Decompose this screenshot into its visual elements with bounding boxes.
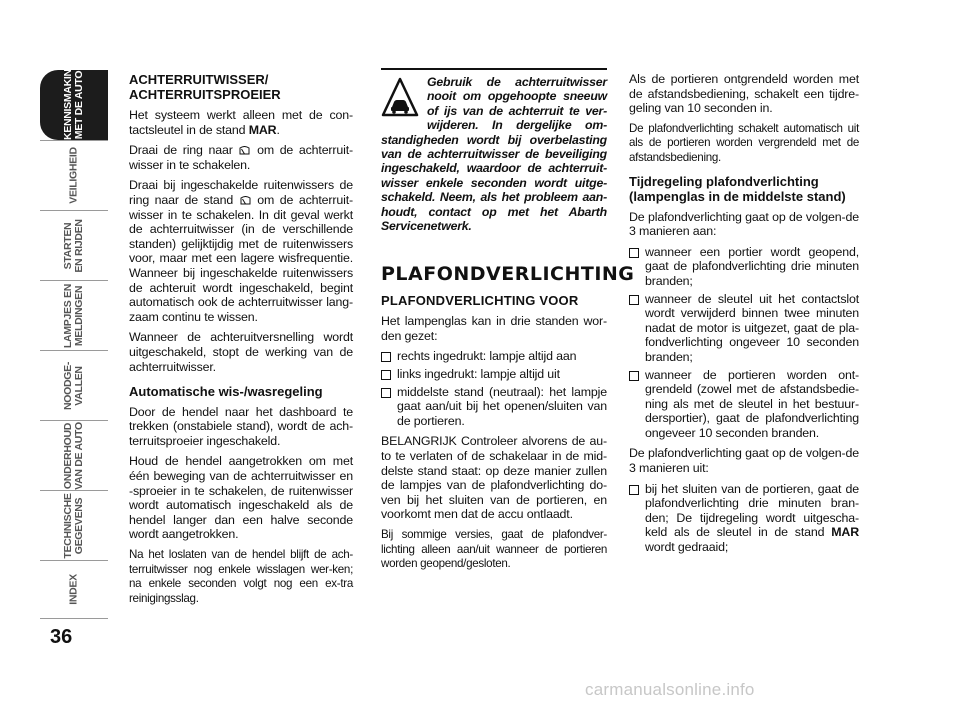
page-number: 36 (50, 626, 73, 648)
paragraph: Door de hendel naar het dashboard te trekken (onstabiele stand), wordt de ach-terruitsproeier ingeschakeld. (129, 404, 353, 448)
tab-veiligheid[interactable] (40, 140, 108, 210)
car-on-road-warning-icon (381, 77, 419, 119)
checkbox-bullet (381, 352, 391, 362)
tab-label: NOODGE- VALLEN (62, 361, 85, 410)
checkbox-bullet (629, 485, 639, 495)
switch-on-list (629, 245, 859, 441)
tab-label: VEILIGHEID (67, 147, 80, 204)
rear-wiper-icon (239, 146, 250, 155)
list-item: links ingedrukt: lampje altijd uit (381, 367, 607, 382)
checkbox-bullet (629, 371, 639, 381)
paragraph: Als de portieren ontgrendeld worden met de afstandsbediening, schakelt een tijdre-geling van 10 seconden in. (629, 72, 859, 116)
subheading-front-light: PLAFONDVERLICHTING VOOR (381, 292, 579, 308)
warning-box (381, 68, 607, 233)
list-item: bij het sluiten van de portieren, gaat de plafondverlichting drie minuten bran-den; De tijdregeling wordt uitgescha-keld als de sleutel in de stand MAR wordt gedraaid; (629, 482, 859, 555)
tab-starten[interactable] (40, 210, 108, 280)
paragraph: Na het loslaten van de hendel blijft de ach-terruitwisser nog enkele wisslagen wer-ken; na enkele seconden volgt nog een ex-tra reinigingsslag. (129, 547, 353, 605)
paragraph: Wanneer de achteruitversnelling wordt uitgeschakeld, stopt de werking van de achterruitwisser. (129, 330, 353, 374)
tab-label: LAMPJES EN MELDINGEN (62, 283, 85, 348)
tab-label: INDEX (67, 574, 80, 605)
paragraph: De plafondverlichting gaat op de volgen-de 3 manieren aan: (629, 209, 859, 239)
paragraph: Draai bij ingeschakelde ruitenwissers de ring naar de stand om de achterruit-wisser in te schakelen. In dit geval werkt de achterruitwisser (in de verschillende standen) gelijktijdig met de ruitenwissers voor, maar met een lagere wisfrequentie. Wanneer bij ingeschakelde ruitenwissers de achteruit wordt ingeschakeld, begint automatisch ook de achterruitwisser lang-zaam continu te wissen. (129, 178, 353, 324)
chapter-sidebar (40, 61, 108, 618)
paragraph-important: BELANGRIJK Controleer alvorens de au-to te verlaten of de schakelaar in de mid-delste stand staat: op deze manier zullen de lampjes van de plafondverlichting do-ven bij het sluiten van de portieren, en voorkomt men dat de accu ontlaadt. (381, 434, 607, 522)
column-rear-wiper (129, 72, 353, 612)
tab-kennismaking[interactable] (40, 61, 108, 140)
position-list (381, 349, 607, 428)
tab-label: STARTEN EN RIJDEN (62, 218, 85, 273)
section-heading-interior-light: PLAFONDVERLICHTING (381, 263, 635, 285)
list-item: rechts ingedrukt: lampje altijd aan (381, 349, 607, 364)
page-number-rule (40, 618, 108, 619)
subheading-auto-wash: Automatische wis-/wasregeling (129, 384, 323, 400)
tab-label: KENNISMAKING MET DE AUTO (62, 61, 85, 140)
paragraph: Het lampenglas kan in drie standen wor-den gezet: (381, 314, 607, 343)
watermark: carmanualsonline.info (585, 680, 755, 699)
tab-lampjes[interactable] (40, 280, 108, 350)
checkbox-bullet (629, 248, 639, 258)
warning-text: Gebruik de achterruitwisser nooit om opgehoopte sneeuw of ijs van de achterruit te ver-wijderen. In dergelijke om-standigheden wordt bij overbelasting van de achterruitwisser de beveiliging ingeschakeld, waardoor de achterruit-wisser enkele seconden wordt uitge-schakeld. Neem, als het probleem aan-houdt, contact op met het Abarth Servicenetwerk. (381, 75, 607, 234)
paragraph: Bij sommige versies, gaat de plafondver-lichting alleen aan/uit wanneer de portieren worden geopend/gesloten. (381, 527, 607, 571)
column-timer (629, 72, 859, 561)
paragraph: De plafondverlichting schakelt automatisch uit als de portieren worden vergrendeld met de afstandsbediening. (629, 121, 859, 164)
checkbox-bullet (381, 388, 391, 398)
paragraph: De plafondverlichting gaat op de volgen-de 3 manieren uit: (629, 446, 859, 476)
checkbox-bullet (629, 295, 639, 305)
rear-wiper-washer-icon (240, 196, 251, 205)
section-heading-rear-wiper: ACHTERRUITWISSER/ ACHTERRUITSPROEIER (129, 72, 281, 102)
list-item: wanneer een portier wordt geopend, gaat de plafondverlichting drie minuten branden; (629, 245, 859, 289)
tab-index[interactable] (40, 560, 108, 618)
tab-noodgevallen[interactable] (40, 350, 108, 420)
tab-onderhoud[interactable] (40, 420, 108, 490)
list-item: wanneer de portieren worden ont-grendeld (zowel met de afstandsbedie-ning als met de sleutel in het bestuur-dersportier), gaat de plafondverlichting ongeveer 10 seconden branden. (629, 368, 859, 441)
tab-label: TECHNISCHE GEGEVENS (62, 492, 85, 559)
tab-technische[interactable] (40, 490, 108, 560)
subheading-timer: Tijdregeling plafondverlichting (lampenglas in de middelste stand) (629, 173, 846, 205)
checkbox-bullet (381, 370, 391, 380)
column-interior-light (381, 245, 635, 578)
list-item: middelste stand (neutraal): het lampje gaat aan/uit bij het openen/sluiten van de portieren. (381, 385, 607, 429)
switch-off-list (629, 482, 859, 555)
list-item: wanneer de sleutel uit het contactslot wordt verwijderd binnen twee minuten nadat de motor is uitgezet, gaat de pla-fondverlichting ongeveer 10 seconden branden; (629, 292, 859, 365)
warning-top-rule (381, 68, 607, 70)
paragraph: Het systeem werkt alleen met de con-tactsleutel in de stand MAR. (129, 108, 353, 137)
paragraph: Draai de ring naar om de achterruit-wisser in te schakelen. (129, 143, 353, 172)
tab-label: ONDERHOUD VAN DE AUTO (62, 421, 85, 490)
paragraph: Houd de hendel aangetrokken om met één beweging van de achterruitwisser en -sproeier in te schakelen, de ruitenwisser wordt automatisch ingeschakeld als de hendel langer dan een halve seconde wordt aangetrokken. (129, 454, 353, 542)
